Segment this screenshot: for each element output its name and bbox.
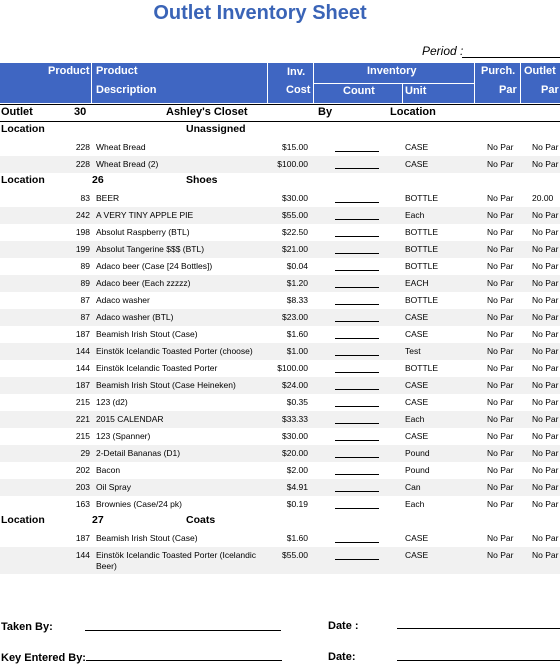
product-number: 215 (75, 431, 90, 441)
purch-par: No Par (487, 550, 514, 560)
product-number: 221 (75, 414, 90, 424)
unit: Test (405, 346, 421, 356)
unit: BOTTLE (405, 244, 439, 254)
count-input-line[interactable] (335, 542, 379, 543)
taken-by-label: Taken By: (1, 621, 53, 633)
table-row (0, 479, 560, 496)
unit: Each (405, 499, 425, 509)
outlet-par: No Par (532, 380, 559, 390)
table-row (0, 530, 560, 547)
location-name: Unassigned (186, 123, 246, 135)
inv-cost: $30.00 (282, 431, 308, 441)
inv-cost: $100.00 (277, 159, 308, 169)
location-header: Location (390, 106, 436, 118)
inv-cost: $55.00 (282, 550, 308, 560)
count-input-line[interactable] (335, 202, 379, 203)
product-description: Wheat Bread (96, 142, 146, 152)
table-row (0, 258, 560, 275)
product-number: 83 (80, 193, 90, 203)
product-description: Bacon (96, 465, 121, 475)
count-input-line[interactable] (335, 321, 379, 322)
unit: Each (405, 414, 425, 424)
outlet-par: No Par (532, 414, 559, 424)
count-input-line[interactable] (335, 440, 379, 441)
sheet-title: Outlet Inventory Sheet (153, 2, 367, 24)
inv-cost: $1.60 (286, 533, 308, 543)
purch-par: No Par (487, 414, 514, 424)
product-number: 199 (75, 244, 90, 254)
outlet-par: No Par (532, 397, 559, 407)
purch-par: No Par (487, 533, 514, 543)
inv-cost: $1.00 (286, 346, 308, 356)
purch-par: No Par (487, 159, 514, 169)
inv-cost: $4.91 (286, 482, 308, 492)
product-description: Absolut Raspberry (BTL) (96, 227, 190, 237)
purch-par: No Par (487, 329, 514, 339)
table-row (0, 139, 560, 156)
outlet-par: No Par (532, 329, 559, 339)
table-row (0, 275, 560, 292)
date-label-2: Date: (328, 651, 356, 663)
table-row (0, 394, 560, 411)
purch-par: No Par (487, 431, 514, 441)
product-number: 187 (75, 533, 90, 543)
product-number: 144 (75, 550, 90, 560)
purch-par: No Par (487, 244, 514, 254)
unit: Pound (405, 448, 430, 458)
outlet-row (0, 104, 560, 122)
outlet-par: No Par (532, 550, 559, 560)
header-divider (91, 63, 92, 103)
unit: BOTTLE (405, 227, 439, 237)
product-number: 215 (75, 397, 90, 407)
location-label: Location (1, 514, 45, 526)
unit: BOTTLE (405, 363, 439, 373)
product-number: 203 (75, 482, 90, 492)
period-input-line[interactable] (462, 57, 560, 58)
count-input-line[interactable] (335, 559, 379, 560)
unit: CASE (405, 431, 429, 441)
purch-par: No Par (487, 448, 514, 458)
table-row (0, 428, 560, 445)
unit: Each (405, 210, 425, 220)
purch-par: No Par (487, 397, 514, 407)
header-outlet-par: Par (541, 84, 559, 96)
inv-cost: $24.00 (282, 380, 308, 390)
purch-par: No Par (487, 278, 514, 288)
purch-par: No Par (487, 295, 514, 305)
key-entered-by-line[interactable] (86, 660, 282, 661)
header-product-desc-2: Description (96, 84, 157, 96)
unit: BOTTLE (405, 261, 439, 271)
outlet-name: Ashley's Closet (166, 106, 248, 118)
table-row (0, 156, 560, 173)
unit: EACH (405, 278, 429, 288)
count-input-line[interactable] (335, 236, 379, 237)
product-description: Oil Spray (96, 482, 131, 492)
count-input-line[interactable] (335, 355, 379, 356)
table-row (0, 190, 560, 207)
inv-cost: $0.04 (286, 261, 308, 271)
purch-par: No Par (487, 261, 514, 271)
date-label: Date : (328, 620, 359, 632)
product-number: 228 (75, 159, 90, 169)
purch-par: No Par (487, 193, 514, 203)
header-inv: Inv. (287, 66, 306, 78)
outlet-par: No Par (532, 448, 559, 458)
count-input-line[interactable] (335, 219, 379, 220)
unit: CASE (405, 159, 429, 169)
count-input-line[interactable] (335, 151, 379, 152)
location-name: Shoes (186, 174, 218, 186)
product-description: Wheat Bread (2) (96, 159, 159, 169)
count-input-line[interactable] (335, 338, 379, 339)
header-unit: Unit (405, 85, 427, 97)
inv-cost: $21.00 (282, 244, 308, 254)
unit: BOTTLE (405, 193, 439, 203)
product-description: Adaco beer (Case [24 Bottles]) (96, 261, 213, 271)
header-divider (402, 83, 403, 103)
count-input-line[interactable] (335, 168, 379, 169)
table-row (0, 241, 560, 258)
outlet-par: No Par (532, 482, 559, 492)
outlet-par: No Par (532, 210, 559, 220)
table-header (0, 63, 560, 103)
product-number: 163 (75, 499, 90, 509)
purch-par: No Par (487, 499, 514, 509)
product-number: 144 (75, 346, 90, 356)
purch-par: No Par (487, 312, 514, 322)
count-input-line[interactable] (335, 474, 379, 475)
inv-cost: $22.50 (282, 227, 308, 237)
key-entered-by-label: Key Entered By: (1, 652, 86, 664)
header-cost: Cost (286, 84, 311, 96)
product-number: 242 (75, 210, 90, 220)
outlet-par: No Par (532, 465, 559, 475)
purch-par: No Par (487, 482, 514, 492)
unit: Can (405, 482, 421, 492)
outlet-par: No Par (532, 142, 559, 152)
period-label: Period : (422, 44, 464, 58)
outlet-par: No Par (532, 261, 559, 271)
product-number: 87 (80, 295, 90, 305)
table-row (0, 547, 560, 574)
table-row (0, 377, 560, 394)
product-number: 187 (75, 380, 90, 390)
product-number: 228 (75, 142, 90, 152)
unit: Pound (405, 465, 430, 475)
unit: CASE (405, 397, 429, 407)
outlet-par: No Par (532, 533, 559, 543)
inv-cost: $1.20 (286, 278, 308, 288)
count-input-line[interactable] (335, 457, 379, 458)
location-row (0, 122, 560, 138)
unit: BOTTLE (405, 295, 439, 305)
by-label: By (318, 106, 333, 118)
unit: CASE (405, 329, 429, 339)
product-description: Adaco beer (Each zzzzz) (96, 278, 191, 288)
inv-cost: $30.00 (282, 193, 308, 203)
count-input-line[interactable] (335, 389, 379, 390)
header-count: Count (343, 85, 375, 97)
product-description: Einstök Icelandic Toasted Porter (Icelandic (96, 550, 257, 560)
purch-par: No Par (487, 346, 514, 356)
product-number: 29 (80, 448, 90, 458)
purch-par: No Par (487, 380, 514, 390)
header-subdivider (313, 83, 474, 84)
outlet-par: No Par (532, 312, 559, 322)
inv-cost: $2.00 (286, 465, 308, 475)
outlet-par: No Par (532, 244, 559, 254)
count-input-line[interactable] (335, 491, 379, 492)
product-description: Beamish Irish Stout (Case Heineken) (96, 380, 236, 390)
table-row (0, 462, 560, 479)
outlet-label: Outlet (1, 106, 33, 118)
header-purch: Purch. (481, 65, 516, 77)
product-description: 2-Detail Bananas (D1) (96, 448, 181, 458)
inv-cost: $0.35 (286, 397, 308, 407)
location-label: Location (1, 123, 45, 135)
count-input-line[interactable] (335, 253, 379, 254)
location-number: 27 (92, 514, 104, 526)
outlet-par: 20.00 (532, 193, 554, 203)
outlet-par: No Par (532, 278, 559, 288)
product-description: 123 (d2) (96, 397, 128, 407)
outlet-par: No Par (532, 159, 559, 169)
outlet-par: No Par (532, 227, 559, 237)
count-input-line[interactable] (335, 287, 379, 288)
count-input-line[interactable] (335, 304, 379, 305)
product-description: Einstök Icelandic Toasted Porter (choose) (96, 346, 253, 356)
product-description: Beamish Irish Stout (Case) (96, 533, 198, 543)
inv-cost: $55.00 (282, 210, 308, 220)
count-input-line[interactable] (335, 270, 379, 271)
header-inventory: Inventory (367, 65, 417, 77)
product-description: Einstök Icelandic Toasted Porter (96, 363, 218, 373)
table-row (0, 309, 560, 326)
date-line[interactable] (397, 628, 560, 629)
product-number: 202 (75, 465, 90, 475)
table-row (0, 326, 560, 343)
count-input-line[interactable] (335, 372, 379, 373)
product-number: 144 (75, 363, 90, 373)
location-row (0, 173, 560, 189)
unit: CASE (405, 550, 429, 560)
count-input-line[interactable] (335, 423, 379, 424)
outlet-par: No Par (532, 346, 559, 356)
inv-cost: $33.33 (282, 414, 308, 424)
inv-cost: $100.00 (277, 363, 308, 373)
unit: CASE (405, 142, 429, 152)
unit: CASE (405, 533, 429, 543)
inv-cost: $0.19 (286, 499, 308, 509)
purch-par: No Par (487, 210, 514, 220)
date-line-2[interactable] (397, 660, 560, 661)
purch-par: No Par (487, 363, 514, 373)
unit: CASE (405, 312, 429, 322)
header-product: Product (48, 65, 90, 77)
table-row (0, 496, 560, 513)
header-par: Par (499, 84, 517, 96)
inv-cost: $23.00 (282, 312, 308, 322)
outlet-par: No Par (532, 295, 559, 305)
product-number: 87 (80, 312, 90, 322)
inv-cost: $8.33 (286, 295, 308, 305)
taken-by-line[interactable] (85, 630, 281, 631)
header-outlet: Outlet (524, 65, 556, 77)
purch-par: No Par (487, 227, 514, 237)
table-row (0, 207, 560, 224)
table-row (0, 360, 560, 377)
table-row (0, 411, 560, 428)
product-description: A VERY TINY APPLE PIE (96, 210, 194, 220)
product-number: 89 (80, 278, 90, 288)
unit: CASE (405, 380, 429, 390)
location-name: Coats (186, 514, 216, 526)
product-description: Absolut Tangerine $$$ (BTL) (96, 244, 205, 254)
header-divider (474, 63, 475, 103)
outlet-par: No Par (532, 363, 559, 373)
table-row (0, 343, 560, 360)
product-description: Brownies (Case/24 pk) (96, 499, 182, 509)
table-row (0, 224, 560, 241)
product-description: Beamish Irish Stout (Case) (96, 329, 198, 339)
location-number: 26 (92, 174, 104, 186)
product-number: 198 (75, 227, 90, 237)
location-row (0, 513, 560, 529)
product-description: 2015 CALENDAR (96, 414, 164, 424)
product-description: Adaco washer (96, 295, 150, 305)
inv-cost: $1.60 (286, 329, 308, 339)
table-row (0, 292, 560, 309)
location-label: Location (1, 174, 45, 186)
product-description: Adaco washer (BTL) (96, 312, 174, 322)
purch-par: No Par (487, 142, 514, 152)
product-description: 123 (Spanner) (96, 431, 151, 441)
inv-cost: $20.00 (282, 448, 308, 458)
product-number: 89 (80, 261, 90, 271)
purch-par: No Par (487, 465, 514, 475)
inv-cost: $15.00 (282, 142, 308, 152)
product-description: BEER (96, 193, 120, 203)
header-divider (267, 63, 268, 103)
outlet-number: 30 (74, 106, 87, 118)
product-number: 187 (75, 329, 90, 339)
header-product-desc-1: Product (96, 65, 138, 77)
outlet-par: No Par (532, 431, 559, 441)
header-divider (520, 63, 521, 103)
count-input-line[interactable] (335, 508, 379, 509)
outlet-par: No Par (532, 499, 559, 509)
count-input-line[interactable] (335, 406, 379, 407)
product-description-cont: Beer) (96, 561, 117, 571)
table-row (0, 445, 560, 462)
